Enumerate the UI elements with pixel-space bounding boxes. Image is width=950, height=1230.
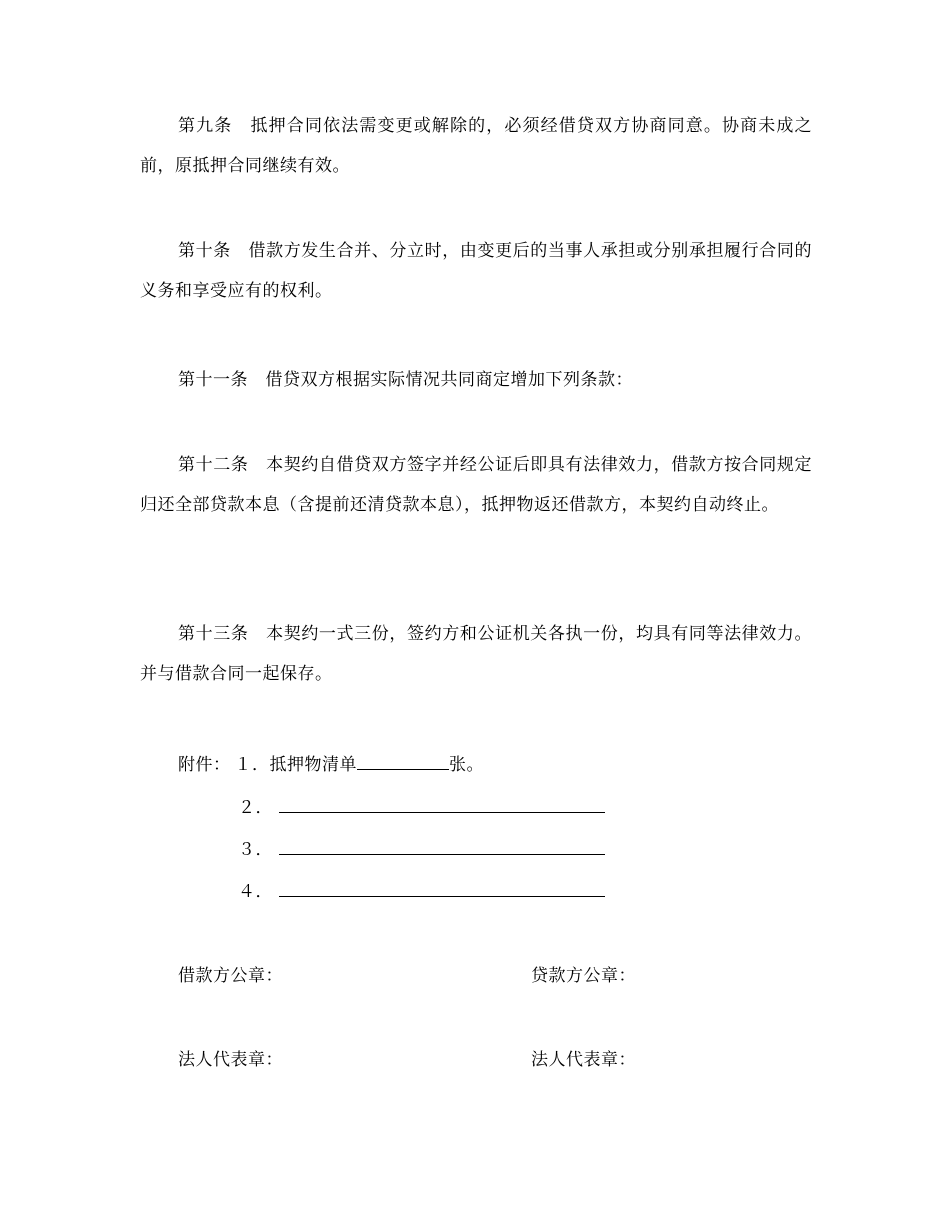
- attachment-suffix: 张。: [449, 755, 484, 775]
- attachment-blank: [279, 794, 605, 813]
- lender-seal-label: 贷款方公章：: [531, 966, 636, 986]
- article-13: [140, 614, 812, 694]
- attachment-number: ４．: [238, 882, 273, 902]
- borrower-rep-label: 法人代表章：: [178, 1050, 283, 1070]
- article-12: [140, 445, 812, 525]
- article-10: [140, 231, 812, 311]
- article-text: 借款方发生合并、分立时，由变更后的当事人承担或分别承担履行合同的义务和享受应有的权利。: [140, 241, 813, 301]
- article-number: 第十三条: [178, 624, 249, 644]
- attachments-label: 附件：: [178, 755, 231, 775]
- article-number: 第十一条: [178, 370, 248, 390]
- article-number: 第十条: [178, 241, 231, 261]
- attachment-blank: [357, 751, 449, 770]
- article-text: 借贷双方根据实际情况共同商定增加下列条款：: [265, 370, 633, 390]
- attachment-item-3: [238, 836, 605, 862]
- attachment-blank: [279, 878, 605, 897]
- article-number: 第九条: [178, 116, 233, 136]
- attachment-text: 抵押物清单: [269, 755, 357, 775]
- article-text: 抵押合同依法需变更或解除的，必须经借贷双方协商同意。协商未成之前，原抵押合同继续有效。: [140, 116, 813, 176]
- attachment-item-2: [238, 794, 605, 820]
- attachment-item-1: [178, 751, 484, 777]
- article-9: [140, 106, 812, 186]
- article-number: 第十二条: [178, 455, 249, 475]
- attachment-item-4: [238, 878, 605, 904]
- article-text: 本契约一式三份，签约方和公证机关各执一份，均具有同等法律效力。并与借款合同一起保存。: [140, 624, 813, 684]
- article-11: [140, 360, 812, 400]
- attachment-number: １．: [234, 755, 270, 775]
- borrower-seal-label: 借款方公章：: [178, 966, 283, 986]
- attachment-number: ３．: [238, 840, 273, 860]
- attachment-number: ２．: [238, 798, 273, 818]
- lender-rep-label: 法人代表章：: [531, 1050, 636, 1070]
- attachment-blank: [279, 836, 605, 855]
- article-text: 本契约自借贷双方签字并经公证后即具有法律效力，借款方按合同规定归还全部贷款本息（含提前还清贷款本息），抵押物返还借款方，本契约自动终止。: [140, 455, 813, 515]
